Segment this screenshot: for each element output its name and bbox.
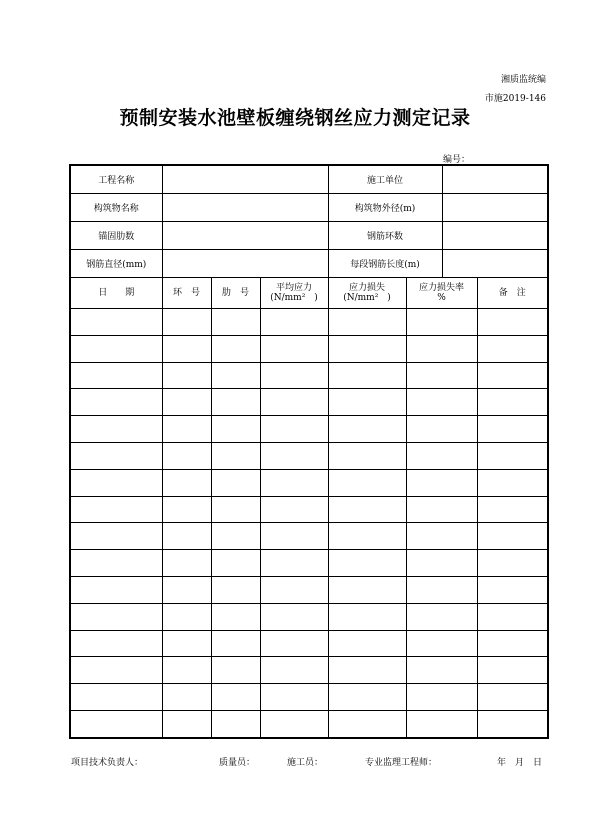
stress-loss-cell[interactable] [328,442,406,469]
stress-loss-cell[interactable] [328,684,406,711]
stress-loss-cell[interactable] [328,496,406,523]
info-label: 锚固肋数 [70,222,162,250]
ring-cell[interactable] [162,362,211,389]
table-row [70,416,548,443]
info-row [70,194,548,222]
ring-cell[interactable] [162,630,211,657]
avg-stress-cell[interactable] [260,550,328,577]
rib-cell[interactable] [211,335,260,362]
rib-cell[interactable] [211,710,260,737]
ring-cell[interactable] [162,576,211,603]
remarks-cell[interactable] [477,710,548,737]
info-value-field[interactable] [442,222,548,250]
table-row [70,309,548,336]
date-cell[interactable] [70,496,162,523]
footer-supervisor: 专业监理工程师： [365,758,438,768]
remarks-cell[interactable] [477,389,548,416]
loss-rate-cell[interactable] [406,550,477,577]
ring-cell[interactable] [162,416,211,443]
column-header-date: 日 期 [70,278,162,309]
avg-stress-cell[interactable] [260,603,328,630]
rib-cell[interactable] [211,576,260,603]
date-cell[interactable] [70,442,162,469]
loss-rate-unit: % [437,293,446,303]
rib-cell[interactable] [211,603,260,630]
form-issuer: 湘质监统编 [500,75,546,85]
info-value-field[interactable] [162,250,328,278]
rib-cell[interactable] [211,630,260,657]
date-cell[interactable] [70,630,162,657]
table-row [70,710,548,737]
remarks-cell[interactable] [477,684,548,711]
ring-cell[interactable] [162,309,211,336]
ring-cell[interactable] [162,550,211,577]
table-row [70,657,548,684]
rib-cell[interactable] [211,442,260,469]
column-header-rib: 肋 号 [211,278,260,309]
remarks-cell[interactable] [477,576,548,603]
loss-rate-cell[interactable] [406,603,477,630]
date-cell[interactable] [70,416,162,443]
remarks-cell[interactable] [477,657,548,684]
stress-loss-cell[interactable] [328,550,406,577]
avg-stress-cell[interactable] [260,335,328,362]
column-header-loss-rate [406,278,477,309]
remarks-cell[interactable] [477,442,548,469]
date-cell[interactable] [70,550,162,577]
avg-stress-cell[interactable] [260,710,328,737]
rib-cell[interactable] [211,657,260,684]
footer-quality: 质量员： [219,758,256,768]
info-row [70,250,548,278]
footer-tech-lead: 项目技术负责人： [71,758,144,768]
info-label: 钢筋环数 [328,222,442,250]
rib-cell[interactable] [211,523,260,550]
rib-cell[interactable] [211,496,260,523]
table-row [70,389,548,416]
stress-loss-cell[interactable] [328,469,406,496]
rib-cell[interactable] [211,469,260,496]
ring-cell[interactable] [162,442,211,469]
info-row [70,222,548,250]
remarks-cell[interactable] [477,335,548,362]
date-cell[interactable] [70,389,162,416]
table-row [70,684,548,711]
stress-loss-cell[interactable] [328,362,406,389]
column-header-stress-loss [328,278,406,309]
stress-loss-cell[interactable] [328,335,406,362]
stress-loss-unit: (N/mm² ) [343,293,391,303]
avg-stress-cell[interactable] [260,684,328,711]
rib-cell[interactable] [211,389,260,416]
remarks-cell[interactable] [477,550,548,577]
date-cell[interactable] [70,362,162,389]
info-label: 构筑物名称 [70,194,162,222]
info-label: 工程名称 [70,165,162,194]
table-row [70,496,548,523]
date-cell[interactable] [70,576,162,603]
table-row [70,442,548,469]
date-cell[interactable] [70,684,162,711]
remarks-cell[interactable] [477,603,548,630]
table-row [70,576,548,603]
ring-cell[interactable] [162,603,211,630]
stress-loss-cell[interactable] [328,603,406,630]
form-code: 市施2019-146 [484,94,546,104]
info-label: 钢筋直径(mm) [70,250,162,278]
loss-rate-cell[interactable] [406,657,477,684]
ring-cell[interactable] [162,389,211,416]
rib-cell[interactable] [211,416,260,443]
avg-stress-label: 平均应力 [276,283,313,293]
loss-rate-cell[interactable] [406,469,477,496]
stress-loss-cell[interactable] [328,710,406,737]
info-value-field[interactable] [162,165,328,194]
loss-rate-label: 应力损失率 [419,283,465,293]
ring-cell[interactable] [162,684,211,711]
avg-stress-cell[interactable] [260,657,328,684]
table-row [70,523,548,550]
loss-rate-cell[interactable] [406,496,477,523]
date-cell[interactable] [70,710,162,737]
remarks-cell[interactable] [477,630,548,657]
info-row [70,165,548,194]
loss-rate-cell[interactable] [406,684,477,711]
ring-cell[interactable] [162,710,211,737]
avg-stress-cell[interactable] [260,389,328,416]
loss-rate-cell[interactable] [406,710,477,737]
loss-rate-cell[interactable] [406,309,477,336]
info-value-field[interactable] [162,222,328,250]
footer-constructor: 施工员： [287,758,324,768]
rib-cell[interactable] [211,362,260,389]
column-header-row [70,278,548,309]
table-row [70,630,548,657]
date-cell[interactable] [70,309,162,336]
rib-cell[interactable] [211,550,260,577]
column-header-ring: 环 号 [162,278,211,309]
table-row [70,603,548,630]
avg-stress-cell[interactable] [260,576,328,603]
info-value-field[interactable] [162,194,328,222]
remarks-cell[interactable] [477,362,548,389]
loss-rate-cell[interactable] [406,630,477,657]
serial-number-label: 编号： [443,155,471,165]
info-label: 每段钢筋长度(m) [328,250,442,278]
date-cell[interactable] [70,657,162,684]
ring-cell[interactable] [162,523,211,550]
column-header-remarks: 备 注 [477,278,548,309]
stress-loss-cell[interactable] [328,389,406,416]
info-value-field[interactable] [442,194,548,222]
remarks-cell[interactable] [477,469,548,496]
info-value-field[interactable] [442,165,548,194]
footer-date: 年 月 日 [497,758,543,768]
loss-rate-cell[interactable] [406,389,477,416]
loss-rate-cell[interactable] [406,362,477,389]
date-cell[interactable] [70,469,162,496]
avg-stress-cell[interactable] [260,523,328,550]
table-row [70,469,548,496]
date-cell[interactable] [70,523,162,550]
info-label: 施工单位 [328,165,442,194]
avg-stress-cell[interactable] [260,469,328,496]
table-row [70,550,548,577]
record-table [69,164,549,739]
avg-stress-cell[interactable] [260,630,328,657]
data-rows [70,309,548,738]
info-value-field[interactable] [442,250,548,278]
stress-loss-cell[interactable] [328,523,406,550]
loss-rate-cell[interactable] [406,416,477,443]
remarks-cell[interactable] [477,496,548,523]
stress-loss-cell[interactable] [328,630,406,657]
ring-cell[interactable] [162,335,211,362]
avg-stress-unit: (N/mm² ) [270,293,318,303]
loss-rate-cell[interactable] [406,442,477,469]
ring-cell[interactable] [162,657,211,684]
loss-rate-cell[interactable] [406,335,477,362]
stress-loss-label: 应力损失 [349,283,386,293]
avg-stress-cell[interactable] [260,416,328,443]
ring-cell[interactable] [162,469,211,496]
date-cell[interactable] [70,335,162,362]
avg-stress-cell[interactable] [260,496,328,523]
remarks-cell[interactable] [477,416,548,443]
loss-rate-cell[interactable] [406,576,477,603]
rib-cell[interactable] [211,309,260,336]
remarks-cell[interactable] [477,309,548,336]
avg-stress-cell[interactable] [260,442,328,469]
stress-loss-cell[interactable] [328,416,406,443]
stress-loss-cell[interactable] [328,657,406,684]
column-header-avg-stress [260,278,328,309]
stress-loss-cell[interactable] [328,309,406,336]
stress-loss-cell[interactable] [328,576,406,603]
remarks-cell[interactable] [477,523,548,550]
ring-cell[interactable] [162,496,211,523]
avg-stress-cell[interactable] [260,362,328,389]
rib-cell[interactable] [211,684,260,711]
page-title: 预制安装水池壁板缠绕钢丝应力测定记录 [119,107,471,129]
info-label: 构筑物外径(m) [328,194,442,222]
loss-rate-cell[interactable] [406,523,477,550]
table-row [70,362,548,389]
avg-stress-cell[interactable] [260,309,328,336]
date-cell[interactable] [70,603,162,630]
table-row [70,335,548,362]
